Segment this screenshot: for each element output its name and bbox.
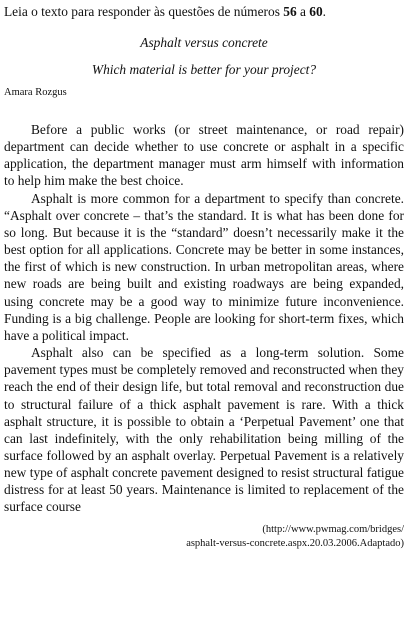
instruction-prefix: Leia o texto para responder às questões de números — [4, 4, 284, 19]
source-url-line-2: asphalt-versus-concrete.aspx.20.03.2006.Adaptado) — [186, 537, 404, 549]
question-number-end: 60 — [309, 4, 323, 19]
article-body — [4, 121, 404, 516]
article-title: Asphalt versus concrete — [140, 35, 268, 50]
question-instruction — [4, 3, 404, 20]
article-subtitle: Which material is better for your project? — [91, 62, 317, 77]
article-paragraph-2: Asphalt is more common for a department to specify than concrete. “Asphalt over concrete – that’s the standard. It is what has been done for so long. But because it is the “standard” doesn’t necessarily make it the best option for all applications. Concrete may be better in some instances, the first of which is new construction. In urban metropolitan areas, where new roads are being built and existing roadways are being expanded, using concrete may be a good way to minimize future inconvenience. Funding is a big challenge. People are looking for short-term fixes, which have a political impact. — [4, 190, 404, 343]
instruction-middle: a — [296, 4, 310, 19]
article-paragraph-3: Asphalt also can be specified as a long-term solution. Some pavement types must be completely removed and reconstructed when they reach the end of their design life, but total removal and reconstruction due to structural failure of a thick asphalt pavement is rare. With a thick asphalt structure, it is possible to obtain a ‘Perpetual Pavement’ one that can last indefinitely, with the only rehabilitation being milling of the surface followed by an asphalt overlay. Perpetual Pavement is a relatively new type of asphalt concrete pavement designed to resist structural fatigue distress for at least 50 years. Maintenance is limited to replacement of the surface course — [4, 345, 404, 515]
instruction-suffix: . — [322, 4, 327, 19]
article-paragraph-1: Before a public works (or street maintenance, or road repair) department can decide whether to use concrete or asphalt in a specific application, the department manager must arm himself with information to help him make the best choice. — [4, 122, 404, 189]
source-url-line-1: (http://www.pwmag.com/bridges/ — [262, 523, 404, 535]
question-number-start: 56 — [283, 4, 297, 19]
article-author: Amara Rozgus — [4, 87, 67, 98]
document-page — [4, 3, 404, 551]
article-source — [4, 523, 404, 551]
